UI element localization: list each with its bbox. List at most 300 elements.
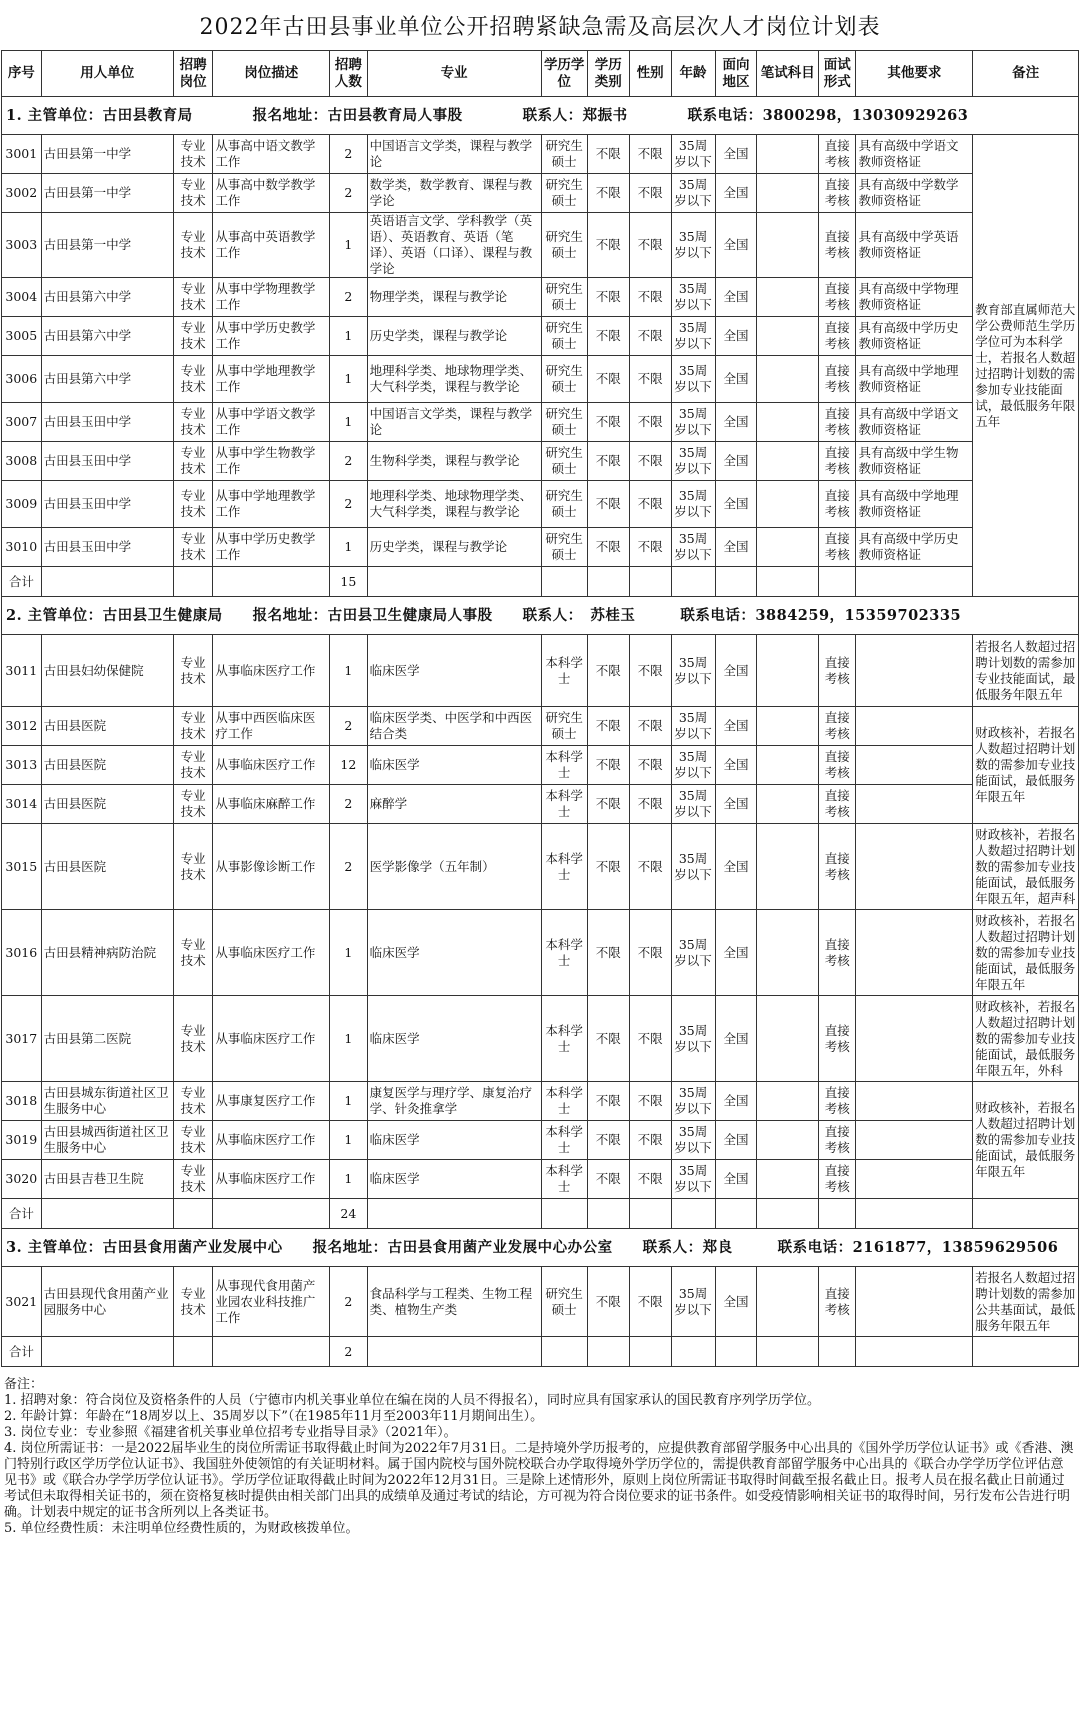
cell-age: 35周岁以下 bbox=[671, 1121, 715, 1160]
col-header-no: 序号 bbox=[2, 51, 42, 97]
col-header-unit: 用人单位 bbox=[41, 51, 173, 97]
cell-other bbox=[856, 635, 973, 707]
cell-written bbox=[757, 174, 819, 213]
cell-age: 35周岁以下 bbox=[671, 824, 715, 910]
cell-no: 3013 bbox=[2, 746, 42, 785]
cell-post: 专业技术 bbox=[173, 1160, 213, 1199]
cell-interview: 直接考核 bbox=[819, 356, 856, 403]
cell-major: 食品科学与工程类、生物工程类、植物生产类 bbox=[367, 1267, 541, 1337]
cell-desc: 从事现代食用菌产业园农业科技推广工作 bbox=[213, 1267, 330, 1337]
cell-post: 专业技术 bbox=[173, 785, 213, 824]
cell-age: 35周岁以下 bbox=[671, 278, 715, 317]
cell-post: 专业技术 bbox=[173, 403, 213, 442]
cell-count: 2 bbox=[330, 442, 367, 481]
cell-count: 1 bbox=[330, 1082, 367, 1121]
cell-age: 35周岁以下 bbox=[671, 442, 715, 481]
cell-unit: 古田县第一中学 bbox=[41, 135, 173, 174]
cell-desc: 从事高中语文教学工作 bbox=[213, 135, 330, 174]
cell-sex: 不限 bbox=[629, 785, 671, 824]
cell-desc: 从事中西医临床医疗工作 bbox=[213, 707, 330, 746]
cell-other bbox=[856, 707, 973, 746]
cell-no: 3020 bbox=[2, 1160, 42, 1199]
cell-sex: 不限 bbox=[629, 528, 671, 567]
cell-post: 专业技术 bbox=[173, 1121, 213, 1160]
cell-edu: 研究生硕士 bbox=[541, 174, 587, 213]
cell-remark: 财政核补，若报名人数超过招聘计划数的需参加专业技能面试，最低服务年限五年 bbox=[973, 1082, 1079, 1199]
table-row bbox=[2, 481, 1079, 528]
cell-interview: 直接考核 bbox=[819, 910, 856, 996]
cell-post: 专业技术 bbox=[173, 910, 213, 996]
page-title: 2022年古田县事业单位公开招聘紧缺急需及高层次人才岗位计划表 bbox=[199, 14, 881, 40]
cell-written bbox=[757, 785, 819, 824]
cell-written bbox=[757, 356, 819, 403]
cell-edu-type: 不限 bbox=[587, 481, 629, 528]
cell-age: 35周岁以下 bbox=[671, 707, 715, 746]
cell-post: 专业技术 bbox=[173, 135, 213, 174]
table-row bbox=[2, 1121, 1079, 1160]
cell-edu-type: 不限 bbox=[587, 1121, 629, 1160]
cell-written bbox=[757, 528, 819, 567]
cell-unit: 古田县精神病防治院 bbox=[41, 910, 173, 996]
cell-edu-type: 不限 bbox=[587, 278, 629, 317]
cell-major: 历史学类，课程与教学论 bbox=[367, 528, 541, 567]
section-heading-row bbox=[2, 97, 1079, 135]
cell-interview: 直接考核 bbox=[819, 1267, 856, 1337]
cell-other: 具有高级中学历史教师资格证 bbox=[856, 317, 973, 356]
cell-unit: 古田县现代食用菌产业园服务中心 bbox=[41, 1267, 173, 1337]
cell-unit: 古田县城西街道社区卫生服务中心 bbox=[41, 1121, 173, 1160]
cell-age: 35周岁以下 bbox=[671, 528, 715, 567]
cell-written bbox=[757, 213, 819, 278]
cell-age: 35周岁以下 bbox=[671, 1160, 715, 1199]
cell-area: 全国 bbox=[715, 707, 757, 746]
cell-no: 3006 bbox=[2, 356, 42, 403]
cell-major: 数学类，数学教育、课程与教学论 bbox=[367, 174, 541, 213]
cell-major: 中国语言文学类，课程与教学论 bbox=[367, 135, 541, 174]
cell-unit: 古田县玉田中学 bbox=[41, 528, 173, 567]
cell-major: 医学影像学（五年制） bbox=[367, 824, 541, 910]
cell-sex: 不限 bbox=[629, 824, 671, 910]
cell-sex: 不限 bbox=[629, 135, 671, 174]
cell-sex: 不限 bbox=[629, 746, 671, 785]
cell-post: 专业技术 bbox=[173, 213, 213, 278]
table-row bbox=[2, 746, 1079, 785]
cell-desc: 从事临床医疗工作 bbox=[213, 746, 330, 785]
cell-written bbox=[757, 746, 819, 785]
cell-interview: 直接考核 bbox=[819, 1121, 856, 1160]
total-empty-cell bbox=[973, 1337, 1079, 1367]
total-empty-cell bbox=[671, 1199, 715, 1229]
cell-no: 3004 bbox=[2, 278, 42, 317]
table-row bbox=[2, 356, 1079, 403]
cell-unit: 古田县医院 bbox=[41, 707, 173, 746]
cell-edu: 本科学士 bbox=[541, 635, 587, 707]
cell-count: 1 bbox=[330, 528, 367, 567]
cell-count: 1 bbox=[330, 356, 367, 403]
cell-sex: 不限 bbox=[629, 442, 671, 481]
cell-edu: 研究生硕士 bbox=[541, 278, 587, 317]
cell-remark: 财政核补，若报名人数超过招聘计划数的需参加专业技能面试，最低服务年限五年，外科 bbox=[973, 996, 1079, 1082]
cell-post: 专业技术 bbox=[173, 528, 213, 567]
col-header-edu: 学历学位 bbox=[541, 51, 587, 97]
cell-area: 全国 bbox=[715, 1267, 757, 1337]
cell-other bbox=[856, 824, 973, 910]
cell-desc: 从事中学物理教学工作 bbox=[213, 278, 330, 317]
cell-unit: 古田县第一中学 bbox=[41, 174, 173, 213]
table-row bbox=[2, 635, 1079, 707]
table-row bbox=[2, 707, 1079, 746]
cell-desc: 从事高中英语教学工作 bbox=[213, 213, 330, 278]
total-empty-cell bbox=[541, 1337, 587, 1367]
total-empty-cell bbox=[856, 1199, 973, 1229]
col-header-interview: 面试形式 bbox=[819, 51, 856, 97]
total-empty-cell bbox=[213, 1337, 330, 1367]
cell-no: 3014 bbox=[2, 785, 42, 824]
cell-edu: 研究生硕士 bbox=[541, 213, 587, 278]
table-row bbox=[2, 1160, 1079, 1199]
cell-other: 具有高级中学语文教师资格证 bbox=[856, 403, 973, 442]
cell-edu-type: 不限 bbox=[587, 635, 629, 707]
cell-major: 临床医学 bbox=[367, 635, 541, 707]
cell-sex: 不限 bbox=[629, 910, 671, 996]
cell-interview: 直接考核 bbox=[819, 635, 856, 707]
cell-remark: 若报名人数超过招聘计划数的需参加专业技能面试，最低服务年限五年 bbox=[973, 635, 1079, 707]
cell-interview: 直接考核 bbox=[819, 135, 856, 174]
cell-area: 全国 bbox=[715, 317, 757, 356]
table-row bbox=[2, 174, 1079, 213]
cell-written bbox=[757, 1160, 819, 1199]
cell-interview: 直接考核 bbox=[819, 442, 856, 481]
cell-major: 英语语言文学、学科教学（英语）、英语教育、英语（笔译）、英语（口译）、课程与教学论 bbox=[367, 213, 541, 278]
cell-edu-type: 不限 bbox=[587, 174, 629, 213]
cell-written bbox=[757, 481, 819, 528]
cell-edu: 研究生硕士 bbox=[541, 1267, 587, 1337]
cell-edu: 研究生硕士 bbox=[541, 528, 587, 567]
cell-unit: 古田县玉田中学 bbox=[41, 403, 173, 442]
cell-post: 专业技术 bbox=[173, 1082, 213, 1121]
cell-edu: 研究生硕士 bbox=[541, 481, 587, 528]
cell-count: 2 bbox=[330, 785, 367, 824]
total-label: 合计 bbox=[2, 1199, 42, 1229]
total-empty-cell bbox=[41, 567, 173, 597]
cell-other: 具有高级中学历史教师资格证 bbox=[856, 528, 973, 567]
cell-desc: 从事中学语文教学工作 bbox=[213, 403, 330, 442]
cell-unit: 古田县吉巷卫生院 bbox=[41, 1160, 173, 1199]
cell-edu: 本科学士 bbox=[541, 746, 587, 785]
cell-remark: 财政核补，若报名人数超过招聘计划数的需参加专业技能面试，最低服务年限五年，超声科 bbox=[973, 824, 1079, 910]
cell-desc: 从事临床医疗工作 bbox=[213, 1121, 330, 1160]
cell-area: 全国 bbox=[715, 135, 757, 174]
cell-other: 具有高级中学数学教师资格证 bbox=[856, 174, 973, 213]
cell-area: 全国 bbox=[715, 785, 757, 824]
cell-post: 专业技术 bbox=[173, 707, 213, 746]
cell-area: 全国 bbox=[715, 481, 757, 528]
cell-desc: 从事康复医疗工作 bbox=[213, 1082, 330, 1121]
total-empty-cell bbox=[213, 567, 330, 597]
total-empty-cell bbox=[856, 567, 973, 597]
cell-other: 具有高级中学语文教师资格证 bbox=[856, 135, 973, 174]
cell-count: 1 bbox=[330, 317, 367, 356]
cell-major: 生物科学类，课程与教学论 bbox=[367, 442, 541, 481]
cell-age: 35周岁以下 bbox=[671, 403, 715, 442]
cell-no: 3011 bbox=[2, 635, 42, 707]
note-item: 1. 招聘对象：符合岗位及资格条件的人员（宁德市内机关事业单位在编在岗的人员不得报名），同时应具有国家承认的国民教育序列学历学位。 bbox=[4, 1393, 821, 1408]
cell-interview: 直接考核 bbox=[819, 824, 856, 910]
col-header-edu-type: 学历类别 bbox=[587, 51, 629, 97]
cell-edu-type: 不限 bbox=[587, 442, 629, 481]
cell-edu-type: 不限 bbox=[587, 707, 629, 746]
cell-major: 地理科学类、地球物理学类、大气科学类，课程与教学论 bbox=[367, 481, 541, 528]
cell-major: 麻醉学 bbox=[367, 785, 541, 824]
total-empty-cell bbox=[41, 1199, 173, 1229]
cell-age: 35周岁以下 bbox=[671, 1267, 715, 1337]
cell-no: 3015 bbox=[2, 824, 42, 910]
total-empty-cell bbox=[757, 1199, 819, 1229]
cell-desc: 从事中学历史教学工作 bbox=[213, 528, 330, 567]
cell-edu: 研究生硕士 bbox=[541, 356, 587, 403]
cell-sex: 不限 bbox=[629, 635, 671, 707]
cell-area: 全国 bbox=[715, 403, 757, 442]
cell-written bbox=[757, 1082, 819, 1121]
cell-other bbox=[856, 746, 973, 785]
cell-major: 临床医学 bbox=[367, 1160, 541, 1199]
cell-no: 3005 bbox=[2, 317, 42, 356]
cell-unit: 古田县玉田中学 bbox=[41, 481, 173, 528]
notes-heading: 备注： bbox=[4, 1377, 44, 1392]
cell-no: 3003 bbox=[2, 213, 42, 278]
footnotes bbox=[0, 1367, 1080, 1537]
cell-major: 物理学类，课程与教学论 bbox=[367, 278, 541, 317]
cell-age: 35周岁以下 bbox=[671, 174, 715, 213]
total-empty-cell bbox=[367, 1337, 541, 1367]
cell-unit: 古田县医院 bbox=[41, 785, 173, 824]
cell-major: 地理科学类、地球物理学类、大气科学类，课程与教学论 bbox=[367, 356, 541, 403]
cell-edu-type: 不限 bbox=[587, 317, 629, 356]
table-row bbox=[2, 135, 1079, 174]
total-empty-cell bbox=[629, 1199, 671, 1229]
cell-post: 专业技术 bbox=[173, 442, 213, 481]
total-row bbox=[2, 1199, 1079, 1229]
cell-age: 35周岁以下 bbox=[671, 910, 715, 996]
cell-desc: 从事临床医疗工作 bbox=[213, 910, 330, 996]
note-item: 2. 年龄计算：年龄在“18周岁以上、35周岁以下”（在1985年11月至2003年11月期间出生）。 bbox=[4, 1409, 544, 1424]
table-row bbox=[2, 317, 1079, 356]
table-row bbox=[2, 1082, 1079, 1121]
total-empty-cell bbox=[587, 567, 629, 597]
cell-no: 3002 bbox=[2, 174, 42, 213]
cell-sex: 不限 bbox=[629, 1121, 671, 1160]
cell-other: 具有高级中学生物教师资格证 bbox=[856, 442, 973, 481]
cell-unit: 古田县妇幼保健院 bbox=[41, 635, 173, 707]
cell-post: 专业技术 bbox=[173, 278, 213, 317]
cell-count: 1 bbox=[330, 213, 367, 278]
cell-edu: 本科学士 bbox=[541, 824, 587, 910]
cell-edu-type: 不限 bbox=[587, 824, 629, 910]
cell-age: 35周岁以下 bbox=[671, 635, 715, 707]
total-count: 2 bbox=[330, 1337, 367, 1367]
total-label: 合计 bbox=[2, 567, 42, 597]
cell-major: 临床医学类、中医学和中西医结合类 bbox=[367, 707, 541, 746]
cell-count: 1 bbox=[330, 910, 367, 996]
cell-unit: 古田县医院 bbox=[41, 824, 173, 910]
cell-age: 35周岁以下 bbox=[671, 996, 715, 1082]
total-empty-cell bbox=[715, 567, 757, 597]
total-empty-cell bbox=[587, 1337, 629, 1367]
cell-desc: 从事影像诊断工作 bbox=[213, 824, 330, 910]
cell-sex: 不限 bbox=[629, 213, 671, 278]
col-header-remark: 备注 bbox=[973, 51, 1079, 97]
cell-desc: 从事高中数学教学工作 bbox=[213, 174, 330, 213]
cell-written bbox=[757, 403, 819, 442]
cell-desc: 从事中学历史教学工作 bbox=[213, 317, 330, 356]
cell-other: 具有高级中学物理教师资格证 bbox=[856, 278, 973, 317]
cell-desc: 从事中学地理教学工作 bbox=[213, 356, 330, 403]
cell-unit: 古田县第六中学 bbox=[41, 356, 173, 403]
cell-area: 全国 bbox=[715, 910, 757, 996]
cell-edu: 本科学士 bbox=[541, 1082, 587, 1121]
cell-major: 临床医学 bbox=[367, 746, 541, 785]
cell-count: 1 bbox=[330, 996, 367, 1082]
note-item: 4. 岗位所需证书：一是2022届毕业生的岗位所需证书取得截止时间为2022年7月31日。二是持境外学历报考的，应提供教育部留学服务中心出具的《国外学历学位认证书》或《香港、澳门特别行政区学历学位认证书》、我国驻外使领馆的有关证明材料。属于国内院校与国外院校联合办学取得境外学历学位的，需提供教育部留学服务中心出具的《联合办学学历学位评估意见书》或《联合办学学历学位认证书》。学历学位证取得截止时间为2022年12月31日。三是除上述情形外，原则上岗位所需证书取得时间截至报名截止日。报考人员在报名截止日前通过考试但未取得相关证书的，须在资格复核时提供由相关部门出具的成绩单及通过考试的结论，方可视为符合岗位要求的证书条件。如受疫情影响相关证书的取得时间，另行发布公告进行明确。计划表中规定的证书含所列以上各类证书。 bbox=[4, 1441, 1074, 1520]
cell-no: 3001 bbox=[2, 135, 42, 174]
total-empty-cell bbox=[629, 567, 671, 597]
total-empty-cell bbox=[629, 1337, 671, 1367]
cell-edu-type: 不限 bbox=[587, 213, 629, 278]
col-header-count: 招聘人数 bbox=[330, 51, 367, 97]
table-row bbox=[2, 403, 1079, 442]
cell-edu: 研究生硕士 bbox=[541, 442, 587, 481]
cell-interview: 直接考核 bbox=[819, 1160, 856, 1199]
section-heading-row bbox=[2, 1229, 1079, 1267]
cell-age: 35周岁以下 bbox=[671, 1082, 715, 1121]
cell-other bbox=[856, 1267, 973, 1337]
cell-count: 1 bbox=[330, 635, 367, 707]
table-row bbox=[2, 785, 1079, 824]
cell-written bbox=[757, 824, 819, 910]
total-row bbox=[2, 567, 1079, 597]
cell-no: 3009 bbox=[2, 481, 42, 528]
cell-area: 全国 bbox=[715, 746, 757, 785]
cell-sex: 不限 bbox=[629, 403, 671, 442]
cell-no: 3018 bbox=[2, 1082, 42, 1121]
cell-count: 2 bbox=[330, 135, 367, 174]
cell-area: 全国 bbox=[715, 528, 757, 567]
cell-sex: 不限 bbox=[629, 1082, 671, 1121]
col-header-sex: 性别 bbox=[629, 51, 671, 97]
total-empty-cell bbox=[541, 1199, 587, 1229]
cell-unit: 古田县第六中学 bbox=[41, 278, 173, 317]
total-empty-cell bbox=[819, 1199, 856, 1229]
total-empty-cell bbox=[671, 567, 715, 597]
cell-unit: 古田县医院 bbox=[41, 746, 173, 785]
cell-written bbox=[757, 707, 819, 746]
cell-no: 3019 bbox=[2, 1121, 42, 1160]
total-empty-cell bbox=[671, 1337, 715, 1367]
cell-unit: 古田县第二医院 bbox=[41, 996, 173, 1082]
cell-written bbox=[757, 442, 819, 481]
cell-no: 3016 bbox=[2, 910, 42, 996]
recruitment-plan-table bbox=[1, 50, 1079, 1367]
cell-remark: 教育部直属师范大学公费师范生学历学位可为本科学士，若报名人数超过招聘计划数的需参加专业技能面试，最低服务年限五年 bbox=[973, 135, 1079, 597]
cell-written bbox=[757, 135, 819, 174]
cell-no: 3010 bbox=[2, 528, 42, 567]
cell-other bbox=[856, 1082, 973, 1121]
total-count: 24 bbox=[330, 1199, 367, 1229]
cell-area: 全国 bbox=[715, 996, 757, 1082]
cell-unit: 古田县城东街道社区卫生服务中心 bbox=[41, 1082, 173, 1121]
cell-edu: 本科学士 bbox=[541, 1121, 587, 1160]
cell-post: 专业技术 bbox=[173, 356, 213, 403]
cell-sex: 不限 bbox=[629, 1267, 671, 1337]
cell-written bbox=[757, 635, 819, 707]
cell-area: 全国 bbox=[715, 824, 757, 910]
cell-age: 35周岁以下 bbox=[671, 746, 715, 785]
cell-major: 临床医学 bbox=[367, 910, 541, 996]
cell-age: 35周岁以下 bbox=[671, 785, 715, 824]
cell-edu-type: 不限 bbox=[587, 403, 629, 442]
col-header-area: 面向地区 bbox=[715, 51, 757, 97]
cell-area: 全国 bbox=[715, 213, 757, 278]
section-heading: 1. 主管单位：古田县教育局 报名地址：古田县教育局人事股 联系人：郑振书 联系电话：3800298，13030929263 bbox=[2, 97, 1079, 135]
cell-desc: 从事中学生物教学工作 bbox=[213, 442, 330, 481]
cell-other bbox=[856, 1160, 973, 1199]
total-empty-cell bbox=[587, 1199, 629, 1229]
cell-edu-type: 不限 bbox=[587, 528, 629, 567]
total-empty-cell bbox=[173, 1199, 213, 1229]
total-empty-cell bbox=[173, 1337, 213, 1367]
cell-no: 3021 bbox=[2, 1267, 42, 1337]
cell-age: 35周岁以下 bbox=[671, 317, 715, 356]
cell-post: 专业技术 bbox=[173, 996, 213, 1082]
cell-edu: 本科学士 bbox=[541, 996, 587, 1082]
cell-count: 1 bbox=[330, 1121, 367, 1160]
cell-edu-type: 不限 bbox=[587, 996, 629, 1082]
cell-sex: 不限 bbox=[629, 996, 671, 1082]
cell-area: 全国 bbox=[715, 1160, 757, 1199]
cell-interview: 直接考核 bbox=[819, 996, 856, 1082]
cell-edu-type: 不限 bbox=[587, 910, 629, 996]
cell-remark: 若报名人数超过招聘计划数的需参加公共基面试，最低服务年限五年 bbox=[973, 1267, 1079, 1337]
cell-remark: 财政核补，若报名人数超过招聘计划数的需参加专业技能面试，最低服务年限五年 bbox=[973, 910, 1079, 996]
table-row bbox=[2, 1267, 1079, 1337]
total-empty-cell bbox=[819, 567, 856, 597]
table-row bbox=[2, 996, 1079, 1082]
cell-edu-type: 不限 bbox=[587, 746, 629, 785]
cell-other bbox=[856, 1121, 973, 1160]
cell-sex: 不限 bbox=[629, 1160, 671, 1199]
cell-major: 康复医学与理疗学、康复治疗学、针灸推拿学 bbox=[367, 1082, 541, 1121]
cell-written bbox=[757, 1267, 819, 1337]
cell-interview: 直接考核 bbox=[819, 785, 856, 824]
cell-sex: 不限 bbox=[629, 174, 671, 213]
cell-edu-type: 不限 bbox=[587, 1160, 629, 1199]
table-row bbox=[2, 528, 1079, 567]
cell-no: 3008 bbox=[2, 442, 42, 481]
note-item: 3. 岗位专业：专业参照《福建省机关事业单位招考专业指导目录》（2021年）。 bbox=[4, 1425, 457, 1440]
total-empty-cell bbox=[41, 1337, 173, 1367]
cell-edu-type: 不限 bbox=[587, 135, 629, 174]
total-empty-cell bbox=[541, 567, 587, 597]
cell-count: 12 bbox=[330, 746, 367, 785]
total-empty-cell bbox=[856, 1337, 973, 1367]
cell-edu: 本科学士 bbox=[541, 910, 587, 996]
cell-sex: 不限 bbox=[629, 481, 671, 528]
cell-interview: 直接考核 bbox=[819, 317, 856, 356]
cell-interview: 直接考核 bbox=[819, 1082, 856, 1121]
cell-major: 历史学类，课程与教学论 bbox=[367, 317, 541, 356]
cell-desc: 从事临床麻醉工作 bbox=[213, 785, 330, 824]
cell-edu: 研究生硕士 bbox=[541, 317, 587, 356]
